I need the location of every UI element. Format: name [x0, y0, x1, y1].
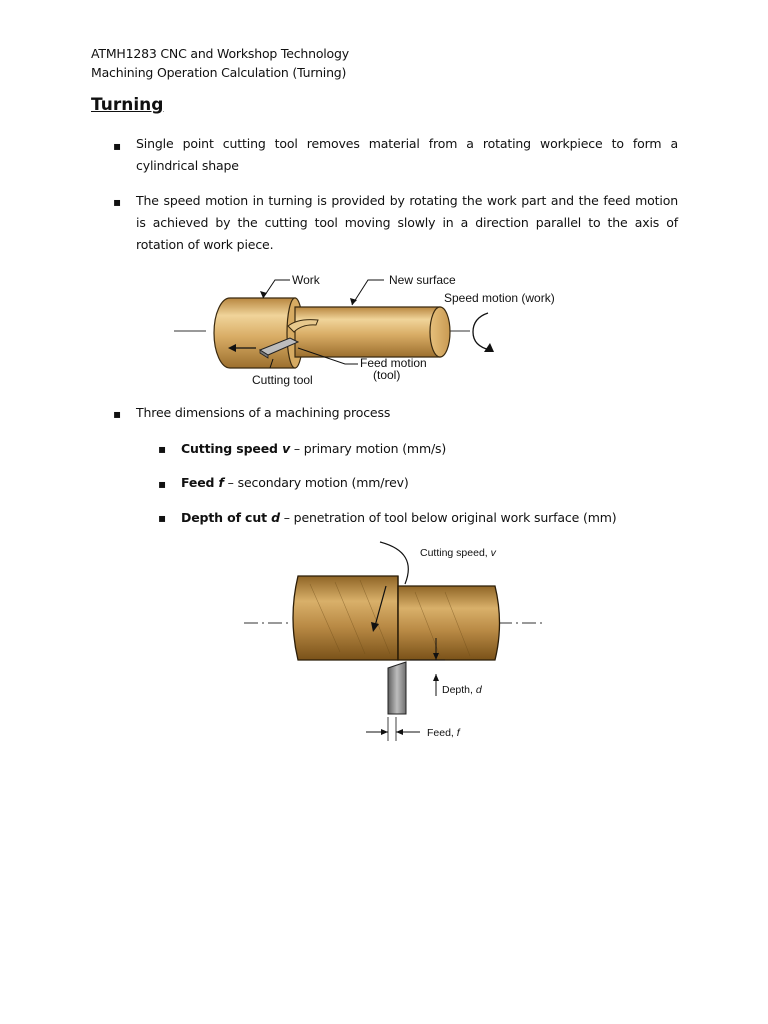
sub-bullet-marker: ▪: [158, 442, 167, 456]
feed-arrow-left-head: [381, 729, 388, 735]
work-leader: [263, 280, 290, 298]
depth-arrow-bottom: [433, 674, 439, 681]
section-title: Turning: [91, 95, 164, 115]
bullet-text: Single point cutting tool removes material from a rotating workpiece to form a cylindrical shape: [136, 136, 678, 173]
course-header: ATMH1283 CNC and Workshop Technology: [91, 46, 349, 61]
workpiece-end-cap: [430, 307, 450, 357]
workpiece-cut: [398, 586, 500, 660]
sub-bullet-cutting-speed: Cutting speed v – primary motion (mm/s): [181, 441, 447, 456]
label-cutting-speed: Cutting speed, v: [420, 547, 496, 559]
sub-bullet-depth: Depth of cut d – penetration of tool below original work surface (mm): [181, 510, 617, 525]
bullet-text: Three dimensions of a machining process: [136, 405, 391, 420]
label-new-surface: New surface: [389, 273, 456, 287]
bullet-marker: ▪: [113, 139, 122, 153]
label-depth: Depth, d: [442, 684, 482, 696]
work-leader-head: [260, 291, 267, 298]
turning-diagram: [170, 268, 605, 390]
label-cutting-tool: Cutting tool: [252, 373, 313, 387]
rotation-arrow: [473, 313, 490, 350]
bullet-marker: ▪: [113, 195, 122, 209]
label-feed-motion-tool: (tool): [373, 368, 401, 382]
sub-bullet-feed: Feed f – secondary motion (mm/rev): [181, 475, 409, 490]
bullet-marker: ▪: [113, 407, 122, 421]
workpiece-new-surface: [295, 307, 440, 357]
label-feed-motion: Feed motion: [360, 356, 427, 370]
cutting-tool: [388, 662, 406, 714]
sub-bullet-marker: ▪: [158, 511, 167, 525]
machining-dimensions-diagram: [240, 534, 552, 749]
bullet-text: The speed motion in turning is provided by rotating the work part and the feed motion is achieved by the cutting tool moving slowly in a direction parallel to the axis of rotation of work piece.: [136, 193, 678, 252]
label-work: Work: [292, 273, 320, 287]
label-feed: Feed, f: [427, 727, 460, 739]
feed-arrow-right-head: [396, 729, 403, 735]
workpiece-uncut: [293, 576, 398, 660]
rotation-arrow-head: [484, 343, 494, 352]
document-subtitle: Machining Operation Calculation (Turning): [91, 65, 347, 80]
sub-bullet-marker: ▪: [158, 477, 167, 491]
workpiece-large: [214, 298, 295, 368]
new-surface-leader: [352, 280, 384, 305]
label-speed-motion: Speed motion (work): [444, 291, 555, 305]
